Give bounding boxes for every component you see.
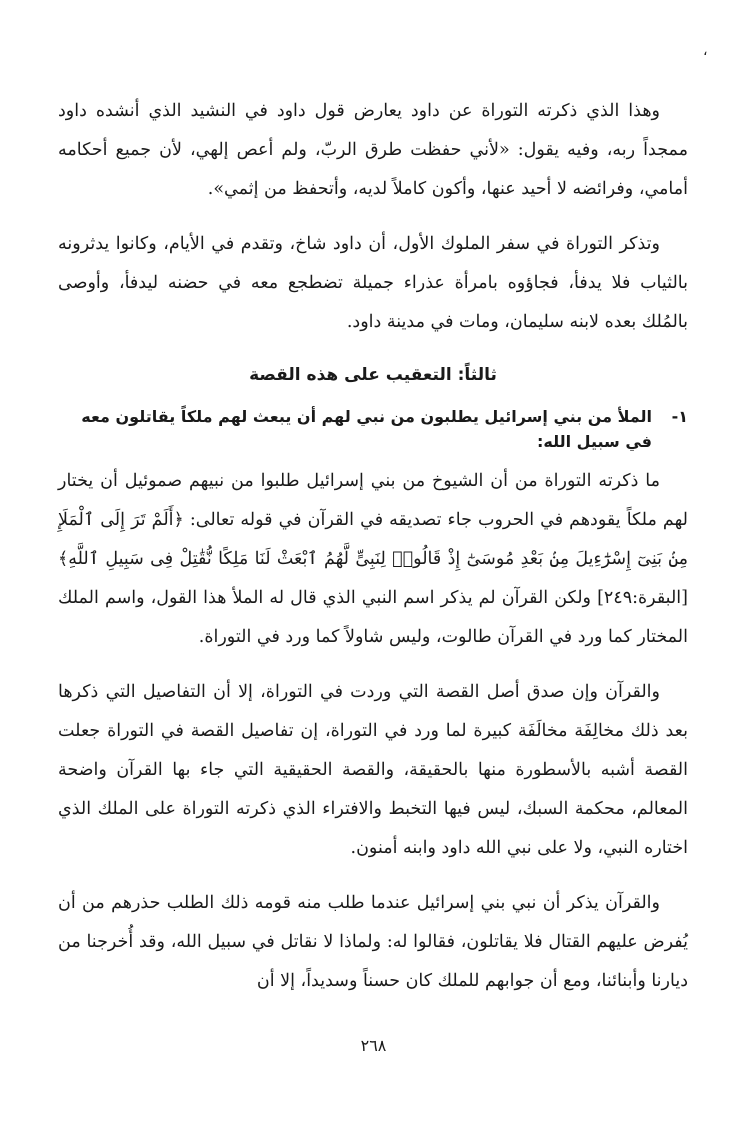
- page-body: [58, 92, 688, 1017]
- paragraph-david-old-age: وتذكر التوراة في سفر الملوك الأول، أن داود شاخ، وتقدم في الأيام، وكانوا يدثرونه بالثياب فلا يدفأ، فجاؤوه بامرأة عذراء جميلة تضطجع معه في حضنه ليدفأ، وأوصى بالمُلك بعده لابنه سليمان، ومات في مدينة داود.: [58, 234, 688, 332]
- margin-mark: ،: [703, 43, 708, 59]
- paragraph-prophet-warning: والقرآن يذكر أن نبي بني إسرائيل عندما طلب منه قومه ذلك الطلب حذرهم من أن يُفرض عليهم القتال فلا يقاتلون، فقالوا له: ولماذا لا نقاتل في سبيل الله، وقد أُخرجنا من ديارنا وأبنائنا، ومع أن جوابهم للملك كان حسناً وسديداً، إلا أن: [58, 893, 688, 991]
- paragraph-quran-verse: [58, 462, 688, 657]
- list-item-heading: الملأ من بني إسرائيل يطلبون من نبي لهم أن يبعث لهم ملكاً يقاتلون معه في سبيل الله:: [81, 407, 652, 451]
- list-item-1: [58, 404, 688, 454]
- verse-followup-text: [البقرة:٢٤٩] ولكن القرآن لم يذكر اسم النبي الذي قال له الملأ هذا القول، واسم الملك المختار كما ورد في القرآن طالوت، وليس شاولاً كما ورد في التوراة.: [58, 588, 688, 647]
- section-heading: ثالثاً: التعقيب على هذه القصة: [249, 365, 497, 385]
- verse-intro-text: ما ذكرته التوراة من أن الشيوخ من بني إسرائيل طلبوا من نبيهم صموئيل أن يختار لهم ملكاً يقودهم في الحروب جاء تصديقه في القرآن في قوله تعالى:: [58, 471, 688, 530]
- list-item-number: ١-: [671, 407, 688, 426]
- page-number: ٢٦٨: [360, 1036, 387, 1055]
- quran-verse: ﴿أَلَمْ تَرَ إِلَى ٱلْمَلَإِ مِنۢ بَنِىٓ إِسْرَٰٓءِيلَ مِنۢ بَعْدِ مُوسَىٰٓ إِذْ قَالُوا۟ لِنَبِىٍّ لَّهُمُ ٱبْعَثْ لَنَا مَلِكًا نُّقَٰتِلْ فِى سَبِيلِ ٱللَّهِ﴾: [58, 510, 688, 569]
- paragraph-david-song: وهذا الذي ذكرته التوراة عن داود يعارض قول داود في النشيد الذي أنشده داود ممجداً ربه، وفيه يقول: «لأني حفظت طرق الربّ، ولم أعص إلهي، لأن جميع أحكامه أمامي، وفرائضه لا أحيد عنها، وأكون كاملاً لديه، وأتحفظ من إثمي».: [58, 101, 688, 199]
- paragraph-quran-vs-torah: والقرآن وإن صدق أصل القصة التي وردت في التوراة، إلا أن التفاصيل التي ذكرها بعد ذلك مخالِفَة مخالَفَة كبيرة لما ورد في التوراة، إن تفاصيل القصة في التوراة جعلت القصة أشبه بالأسطورة منها بالحقيقة، والقصة الحقيقية التي جاء بها القرآن واضحة المعالم، محكمة السبك، ليس فيها التخبط والافتراء الذي ذكرته التوراة على الملك الذي اختاره النبي، ولا على نبي الله داود وابنه أمنون.: [58, 682, 688, 858]
